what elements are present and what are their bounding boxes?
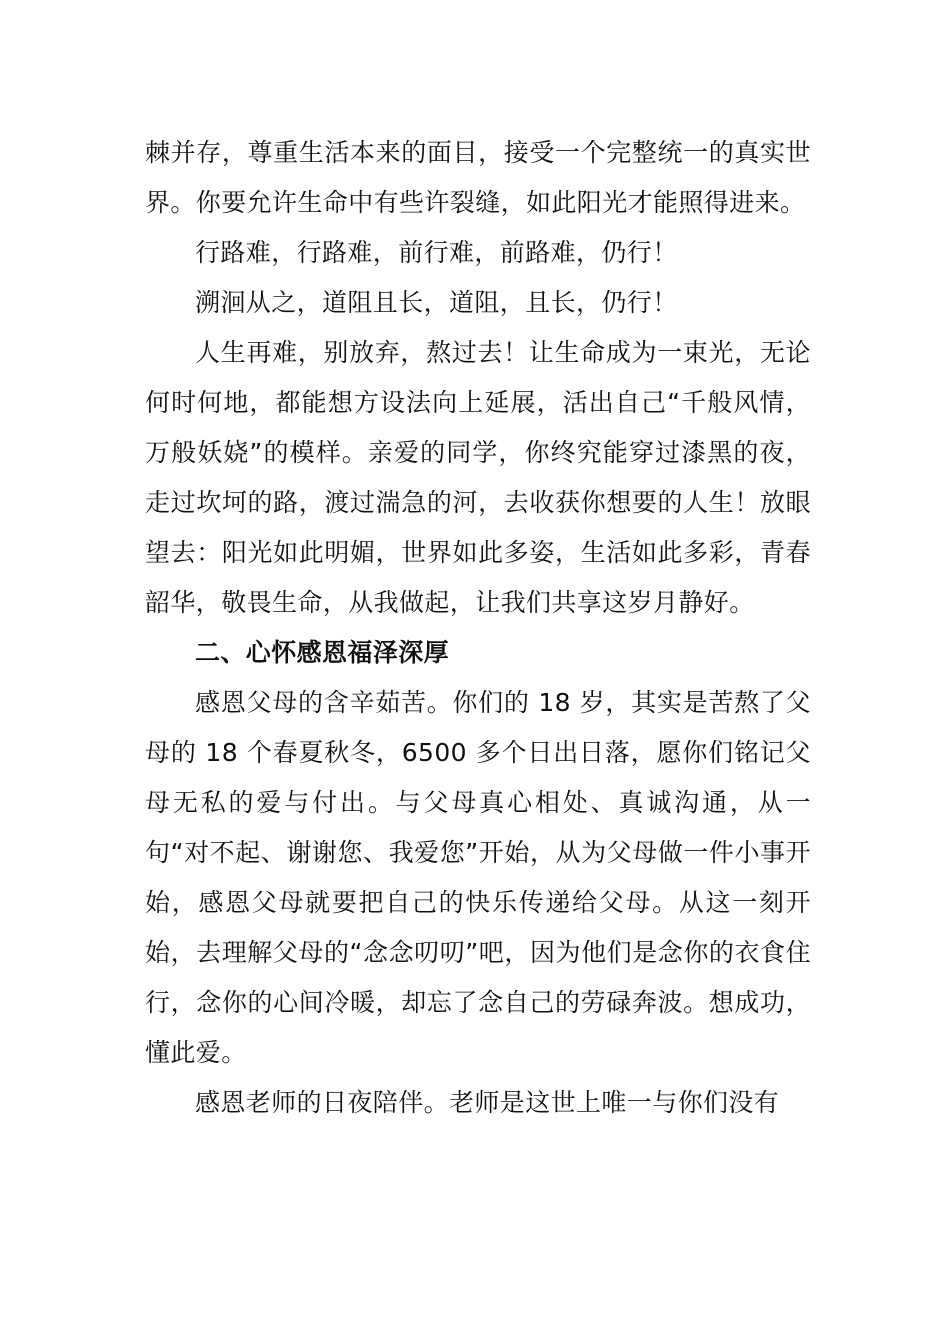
- paragraph-teachers: 感恩老师的日夜陪伴。老师是这世上唯一与你们没有: [195, 1088, 780, 1117]
- document-body: [145, 128, 811, 1128]
- paragraph-continuation: 棘并存，尊重生活本来的面目，接受一个完整统一的真实世界。你要允许生命中有些许裂缝，如此阳光才能照得进来。: [145, 138, 811, 217]
- paragraph-life: 人生再难，别放弃，熬过去！让生命成为一束光，无论何时何地，都能想方设法向上延展，活出自己“千般风情，万般妖娆”的模样。亲爱的同学，你终究能穿过漆黑的夜，走过坎坷的路，渡过湍急的河，去收获你想要的人生！放眼望去：阳光如此明媚，世界如此多姿，生活如此多彩，青春韶华，敬畏生命，从我做起，让我们共享这岁月静好。: [145, 338, 811, 617]
- paragraph-verse-1: 行路难，行路难，前行难，前路难，仍行！: [195, 238, 678, 267]
- paragraph-verse-2: 溯洄从之，道阻且长，道阻，且长，仍行！: [195, 288, 678, 317]
- paragraph-parents: 感恩父母的含辛茹苦。你们的 18 岁，其实是苦熬了父母的 18 个春夏秋冬，6500 多个日出日落，愿你们铭记父母无私的爱与付出。与父母真心相处、真诚沟通，从一句“对不起、谢谢您、我爱您”开始，从为父母做一件小事开始，感恩父母就要把自己的快乐传递给父母。从这一刻开始，去理解父母的“念念叨叨”吧，因为他们是念你的衣食住行，念你的心间冷暖，却忘了念自己的劳碌奔波。想成功，懂此爱。: [145, 688, 811, 1067]
- section-heading: 二、心怀感恩福泽深厚: [195, 638, 450, 667]
